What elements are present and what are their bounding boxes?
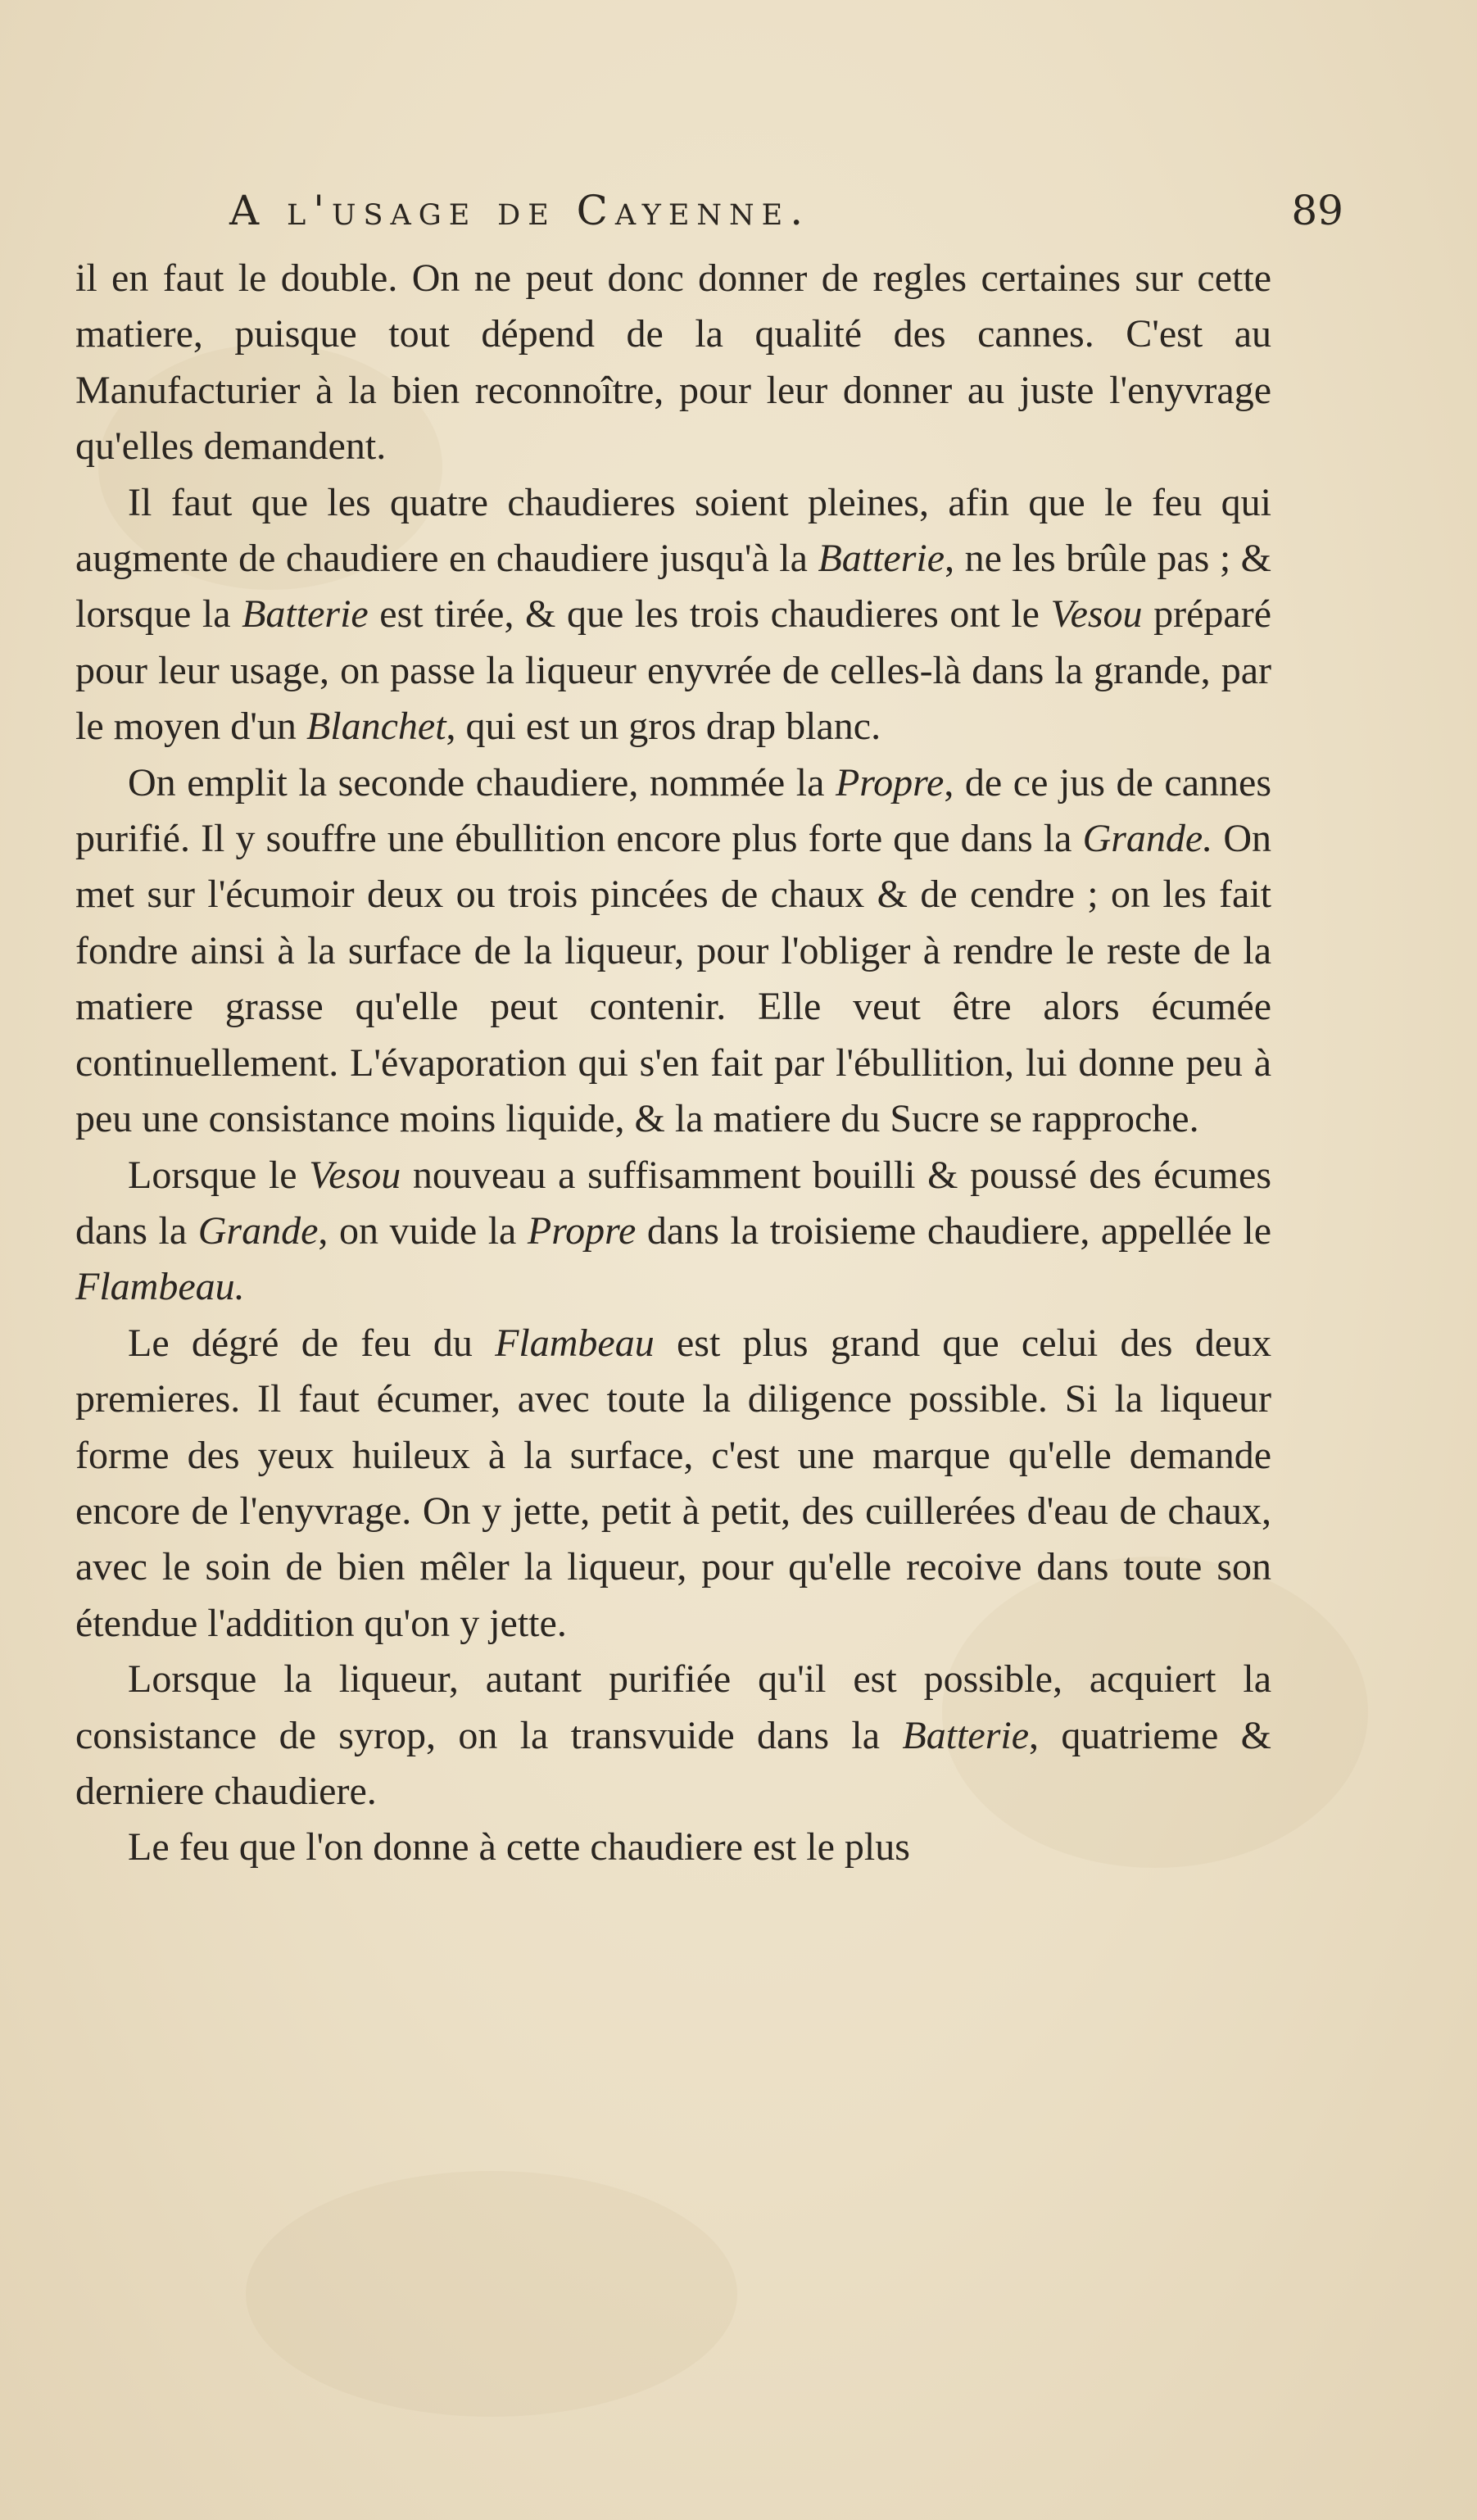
running-title: A l'usage de Cayenne. (229, 187, 811, 234)
body-text (75, 251, 1271, 1876)
paragraph-7 (75, 1820, 1271, 1875)
text-run: Le dégré de feu du (128, 1321, 496, 1365)
paragraph-4 (75, 1148, 1271, 1316)
running-head (229, 187, 1343, 244)
text-run: , qui est un gros drap blanc. (446, 705, 881, 749)
italic-term: Batterie (242, 592, 369, 637)
page-number: 89 (1291, 187, 1343, 234)
italic-term: Flambeau. (75, 1265, 245, 1309)
paragraph-2 (75, 475, 1271, 755)
text-run: Le feu que l'on donne à cette chaudiere est le plus (128, 1825, 910, 1870)
italic-term: Flambeau (495, 1321, 655, 1365)
text-run: nouveau a suffisamment bouilli & poussé des écumes dans la (75, 1153, 1271, 1253)
paragraph-3 (75, 755, 1271, 1148)
italic-term: Propre (527, 1208, 637, 1253)
text-run: est plus grand que celui des deux premieres. Il faut écumer, avec toute la diligence possible. Si la liqueur forme des yeux huileux à la surface, c'est une marque qu'elle demande encore de l'enyvrage. On y jette, petit à petit, des cuillerées d'eau de chaux, avec le soin de bien mêler la liqueur, pour qu'elle recoive dans toute son étendue l'addition qu'on y jette. (75, 1321, 1272, 1645)
italic-term: Batterie (818, 537, 945, 581)
paragraph-5 (75, 1316, 1271, 1652)
text-run: Lorsque la liqueur, autant purifiée qu'il est possible, acquiert la consistance de syrop, on la transvuide dans la (75, 1657, 1271, 1757)
italic-term: Grande (197, 1208, 319, 1253)
text-run: , de ce jus de cannes purifié. Il y souffre une ébullition encore plus forte que dans la (75, 760, 1271, 861)
text-run: Lorsque le (128, 1153, 310, 1197)
paper-stain (246, 2171, 737, 2417)
italic-term: Propre (835, 760, 945, 804)
italic-term: Vesou (1050, 592, 1143, 637)
italic-term: Grande. (1082, 817, 1213, 861)
paragraph-1 (75, 251, 1271, 475)
italic-term: Blanchet (306, 705, 446, 749)
paragraph-6 (75, 1652, 1271, 1820)
italic-term: Batterie (902, 1713, 1030, 1757)
text-run: dans la troisieme chaudiere, appellée le (636, 1208, 1272, 1253)
text-run: On emplit la seconde chaudiere, nommée la (128, 760, 836, 804)
text-run: , quatrieme & derniere chaudiere. (75, 1713, 1271, 1813)
text-run: il en faut le double. On ne peut donc donner de regles certaines sur cette matiere, puisque tout dépend de la qualité des cannes. C'est au Manufacturier à la bien reconnoître, pour leur donner au juste l'enyvrage qu'elles demandent. (75, 256, 1271, 469)
text-run: On met sur l'écumoir deux ou trois pincées de chaux & de cendre ; on les fait fondre ainsi à la surface de la liqueur, pour l'obliger à rendre le reste de la matiere grasse qu'elle peut contenir. Elle veut être alors écumée continuellement. L'évaporation qui s'en fait par l'ébullition, lui donne peu à peu une consistance moins liquide, & la matiere du Sucre se rapproche. (75, 817, 1272, 1141)
text-run: est tirée, & que les trois chaudieres ont le (368, 592, 1051, 637)
text-run: préparé pour leur usage, on passe la liqueur enyvrée de celles-là dans la grande, par le moyen d'un (75, 592, 1272, 749)
text-run: , ne les brûle pas ; & lorsque la (75, 537, 1272, 637)
text-run: Il faut que les quatre chaudieres soient pleines, afin que le feu qui augmente de chaudiere en chaudiere jusqu'à la (75, 480, 1271, 581)
text-run: , on vuide la (318, 1208, 528, 1253)
italic-term: Vesou (309, 1153, 401, 1197)
